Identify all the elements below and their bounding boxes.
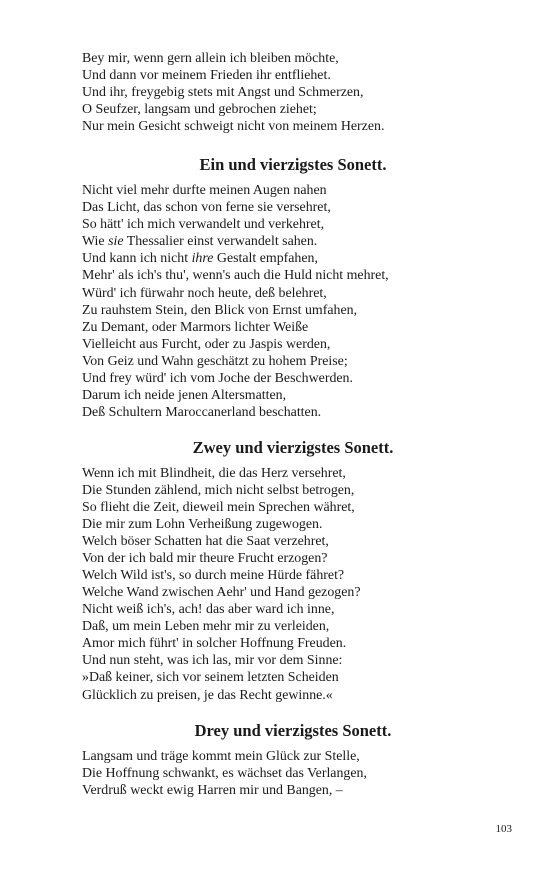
- poem-line: Langsam und träge kommt mein Glück zur Stelle,: [82, 748, 360, 764]
- poem-line: Nicht viel mehr durfte meinen Augen nahen: [82, 183, 327, 199]
- sonnet-41: [82, 182, 482, 421]
- poem-line: Wenn ich mit Blindheit, die das Herz versehret,: [82, 465, 346, 481]
- poem-line: Und ihr, freygebig stets mit Angst und Schmerzen,: [82, 85, 364, 101]
- sonnet-42-title: Zwey und vierzigstes Sonett.: [192, 437, 394, 457]
- poem-line: Darum ich neide jenen Altersmatten,: [82, 387, 287, 403]
- poem-line: Nur mein Gesicht schweigt nicht von meinem Herzen.: [82, 119, 385, 135]
- poem-line: Die Hoffnung schwankt, es wächset das Verlangen,: [82, 765, 367, 781]
- previous-poem-ending: [82, 50, 482, 135]
- poem-line: Mehr' als ich's thu', wenn's auch die Huld nicht mehret,: [82, 268, 389, 284]
- poem-line: Wie sie Thessalier einst verwandelt sahen.: [82, 234, 318, 250]
- poem-line: Welche Wand zwischen Aehr' und Hand gezogen?: [82, 585, 361, 601]
- poem-line: Und kann ich nicht ihre Gestalt empfahen,: [82, 251, 318, 267]
- page-number: 103: [495, 823, 512, 835]
- poem-line: Von der ich bald mir theure Frucht erzogen?: [82, 551, 328, 567]
- poem-line: Welch böser Schatten hat die Saat verzehret,: [82, 534, 329, 550]
- poem-line: So flieht die Zeit, dieweil mein Sprechen währet,: [82, 499, 355, 515]
- poem-line: »Daß keiner, sich vor seinem letzten Scheiden: [82, 670, 339, 686]
- poem-line: Deß Schultern Maroccanerland beschatten.: [82, 404, 322, 420]
- poem-line: Verdruß weckt ewig Harren mir und Bangen, –: [82, 782, 343, 798]
- poem-line: Nicht weiß ich's, ach! das aber ward ich inne,: [82, 602, 335, 618]
- sonnet-43: [82, 748, 482, 799]
- sonnet-42: [82, 465, 482, 704]
- poem-line: Amor mich führt' in solcher Hoffnung Freuden.: [82, 636, 347, 652]
- poem-line: Und dann vor meinem Frieden ihr entfliehet.: [82, 68, 331, 84]
- poem-line: Vielleicht aus Furcht, oder zu Jaspis werden,: [82, 336, 331, 352]
- poem-line: Das Licht, das schon von ferne sie versehret,: [82, 200, 331, 216]
- poem-line: Die mir zum Lohn Verheißung zugewogen.: [82, 517, 323, 533]
- poem-line: Von Geiz und Wahn geschätzt zu hohem Preise;: [82, 353, 348, 369]
- poem-line: Glücklich zu preisen, je das Recht gewinne.«: [82, 687, 333, 703]
- poem-line: So hätt' ich mich verwandelt und verkehret,: [82, 217, 325, 233]
- poem-line: O Seufzer, langsam und gebrochen ziehet;: [82, 102, 317, 118]
- poem-line: Die Stunden zählend, mich nicht selbst betrogen,: [82, 482, 355, 498]
- page-body: [82, 50, 482, 799]
- poem-line: Daß, um mein Leben mehr mir zu verleiden,: [82, 619, 330, 635]
- poem-line: Und nun steht, was ich las, mir vor dem Sinne:: [82, 653, 343, 669]
- poem-line: Welch Wild ist's, so durch meine Hürde fähret?: [82, 568, 345, 584]
- poem-line: Bey mir, wenn gern allein ich bleiben möchte,: [82, 51, 339, 66]
- poem-line: Würd' ich fürwahr noch heute, deß belehret,: [82, 285, 327, 301]
- poem-line: Zu Demant, oder Marmors lichter Weiße: [82, 319, 309, 335]
- poem-line: Und frey würd' ich vom Joche der Beschwerden.: [82, 370, 353, 386]
- sonnet-43-title: Drey und vierzigstes Sonett.: [194, 720, 392, 740]
- poem-line: Zu rauhstem Stein, den Blick von Ernst umfahen,: [82, 302, 358, 318]
- sonnet-41-title: Ein und vierzigstes Sonett.: [199, 155, 387, 175]
